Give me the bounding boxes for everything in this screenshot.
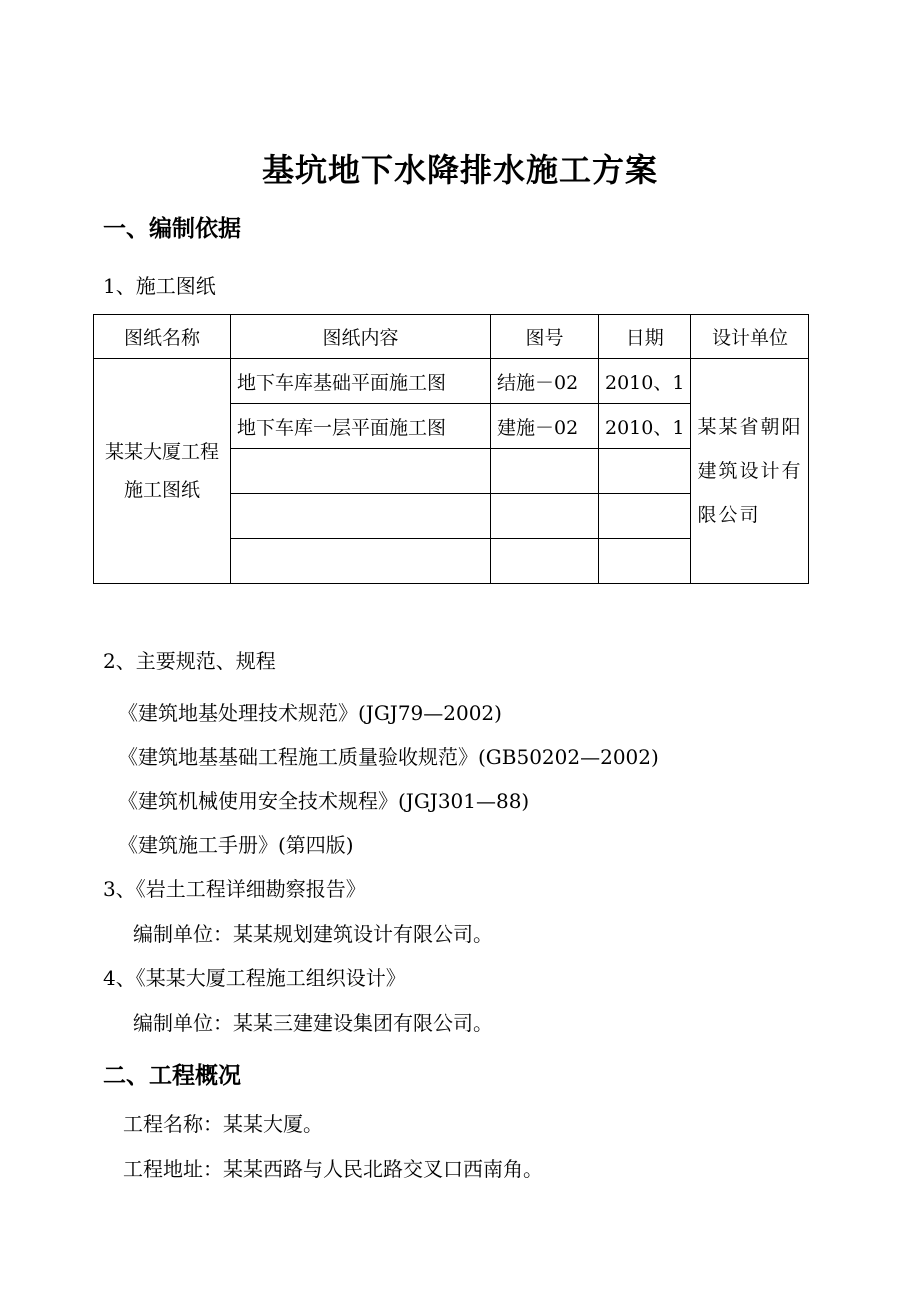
document-title: 基坑地下水降排水施工方案 — [261, 151, 658, 189]
construction-design-unit: 编制单位：某某三建建设集团有限公司。 — [133, 1011, 493, 1035]
code-entry: 《建筑机械使用安全技术规程》(JGJ301—88) — [118, 789, 530, 813]
header-cell: 日期 — [599, 315, 691, 359]
item-survey-report: 3、《岩土工程详细勘察报告》 — [103, 877, 366, 901]
section-heading-overview: 二、工程概况 — [103, 1063, 241, 1089]
drawing-number: 结施－02 — [491, 359, 599, 404]
header-cell: 图号 — [491, 315, 599, 359]
drawing-number — [491, 449, 599, 494]
drawing-number — [491, 539, 599, 584]
code-entry: 《建筑地基基础工程施工质量验收规范》(GB50202—2002) — [118, 745, 659, 769]
table-header-row — [94, 315, 809, 359]
drawing-date: 2010、1 — [599, 359, 691, 404]
code-entry: 《建筑施工手册》(第四版) — [118, 833, 354, 857]
drawing-set-name: 某某大厦工程施工图纸 — [94, 359, 231, 584]
table-row — [94, 359, 809, 404]
item-codes: 2、主要规范、规程 — [103, 649, 276, 673]
drawing-date — [599, 539, 691, 584]
drawing-content — [231, 449, 491, 494]
header-cell: 设计单位 — [691, 315, 809, 359]
header-cell: 图纸名称 — [94, 315, 231, 359]
item-drawings: 1、施工图纸 — [103, 274, 216, 298]
drawing-date: 2010、1 — [599, 404, 691, 449]
drawing-content: 地下车库基础平面施工图 — [231, 359, 491, 404]
drawing-date — [599, 494, 691, 539]
drawing-number: 建施－02 — [491, 404, 599, 449]
section-heading-basis: 一、编制依据 — [103, 216, 241, 242]
drawings-table — [93, 314, 809, 584]
design-unit: 某某省朝阳建筑设计有限公司 — [691, 359, 809, 584]
item-construction-design: 4、《某某大厦工程施工组织设计》 — [103, 966, 406, 990]
drawing-content: 地下车库一层平面施工图 — [231, 404, 491, 449]
header-cell: 图纸内容 — [231, 315, 491, 359]
code-entry: 《建筑地基处理技术规范》(JGJ79—2002) — [118, 701, 502, 725]
project-address: 工程地址：某某西路与人民北路交叉口西南角。 — [123, 1157, 543, 1181]
drawing-content — [231, 539, 491, 584]
survey-report-unit: 编制单位：某某规划建筑设计有限公司。 — [133, 922, 493, 946]
drawing-date — [599, 449, 691, 494]
drawing-number — [491, 494, 599, 539]
project-name: 工程名称：某某大厦。 — [123, 1112, 323, 1136]
drawing-content — [231, 494, 491, 539]
